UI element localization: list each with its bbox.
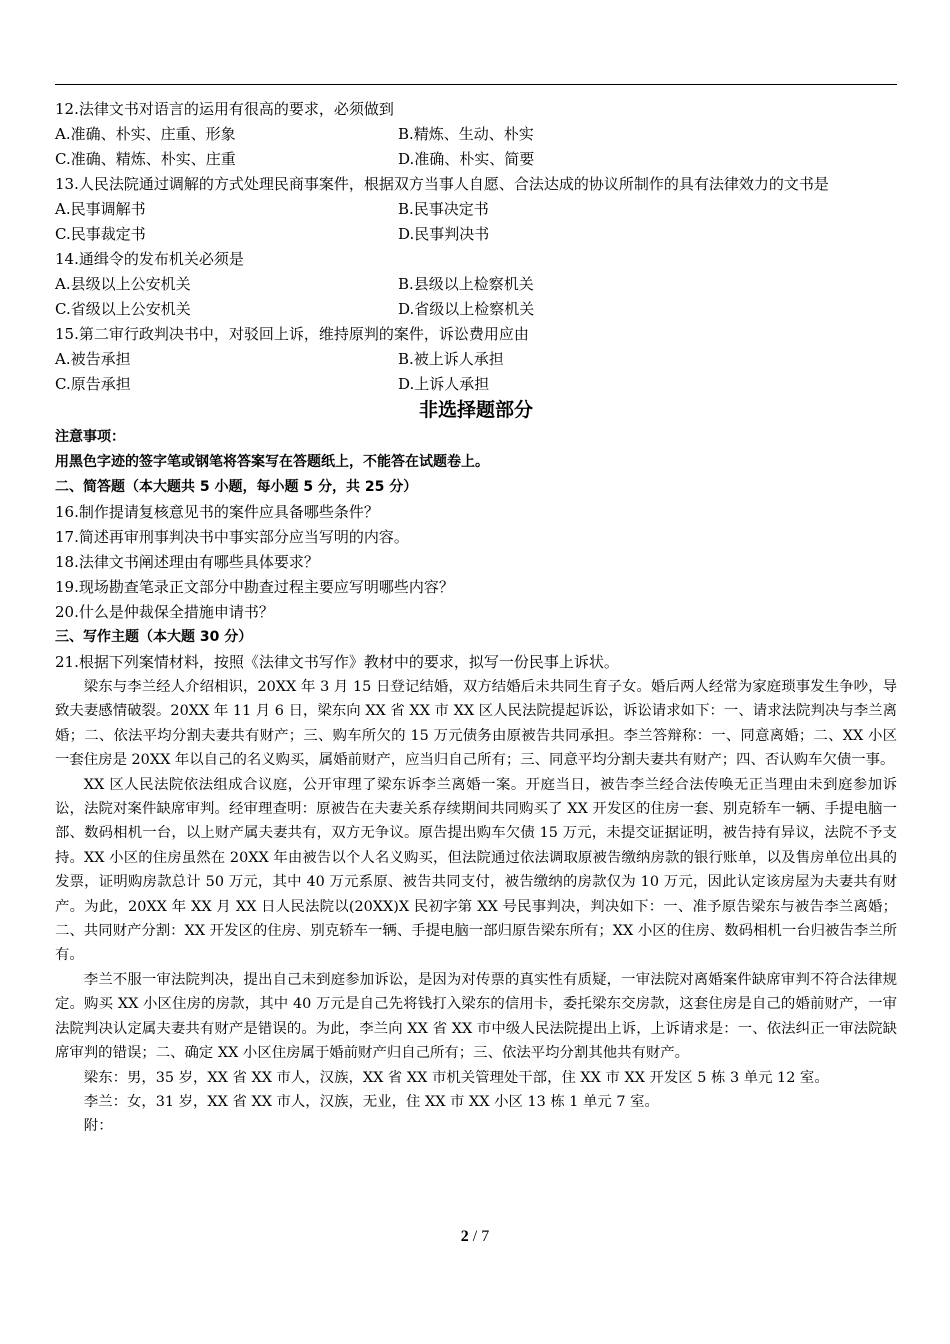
part2-title: 二、简答题（本大题共 5 小题，每小题 5 分，共 25 分） <box>55 479 418 495</box>
party-line: 梁东：男，35 岁，XX 省 XX 市人，汉族，XX 省 XX 市机关管理处干部，住 XX 市 XX 开发区 5 栋 3 单元 12 室。 <box>83 1069 829 1086</box>
option-d: D.上诉人承担 <box>398 375 490 393</box>
option-b: B.县级以上检察机关 <box>398 275 534 293</box>
short-question: 17.简述再审刑事判决书中事实部分应当写明的内容。 <box>55 528 409 546</box>
question-stem: 12.法律文书对语言的运用有很高的要求，必须做到 <box>55 100 394 118</box>
page-number <box>0 1228 950 1246</box>
option-c: C.民事裁定书 <box>55 225 146 243</box>
page-content <box>55 97 897 1139</box>
option-a: A.县级以上公安机关 <box>55 275 191 293</box>
option-row <box>55 372 897 397</box>
option-row <box>55 297 897 322</box>
short-question: 16.制作提请复核意见书的案件应具备哪些条件？ <box>55 503 379 521</box>
section-title: 非选择题部分 <box>418 399 533 421</box>
case-paragraph: 李兰不服一审法院判决，提出自己未到庭参加诉讼，是因为对传票的真实性有质疑，一审法院对离婚案件缺席审判不符合法律规定。购买 XX 小区住房的房款，其中 40 万元是自己先将钱打入梁东的信用卡，委托梁东交房款，这套住房是自己的婚前财产，一审法院判决认定属夫妻共有财产是错误的。为此，李兰向 XX 省 XX 市中级人民法院提出上诉，上诉请求是：一、依法纠正一审法院缺席审判的错误；二、确定 XX 小区住房属于婚前财产归自己所有；三、依法平均分割其他共有财产。 <box>55 971 897 1062</box>
option-a: A.准确、朴实、庄重、形象 <box>55 125 236 143</box>
page-separator: / <box>468 1228 482 1245</box>
option-b: B.被上诉人承担 <box>398 350 504 368</box>
page-total: 7 <box>481 1228 490 1245</box>
option-row <box>55 147 897 172</box>
option-c: C.原告承担 <box>55 375 131 393</box>
question-21-stem: 21.根据下列案情材料，按照《法律文书写作》教材中的要求，拟写一份民事上诉状。 <box>55 653 619 671</box>
option-row <box>55 272 897 297</box>
option-b: B.民事决定书 <box>398 200 489 218</box>
party-line: 李兰：女，31 岁，XX 省 XX 市人，汉族，无业，住 XX 市 XX 小区 13 栋 1 单元 7 室。 <box>83 1093 659 1110</box>
option-d: D.民事判决书 <box>398 225 490 243</box>
notice-text: 用黑色字迹的签字笔或钢笔将答案写在答题纸上，不能答在试题卷上。 <box>55 454 489 470</box>
short-question: 20.什么是仲裁保全措施申请书？ <box>55 603 274 621</box>
option-row <box>55 347 897 372</box>
attachment-line: 附： <box>83 1118 113 1135</box>
case-paragraph: 梁东与李兰经人介绍相识，20XX 年 3 月 15 日登记结婚，双方结婚后未共同生育子女。婚后两人经常为家庭琐事发生争吵，导致夫妻感情破裂。20XX 年 11 月 6 日，梁东向 XX 省 XX 市 XX 区人民法院提起诉讼，诉讼请求如下：一、请求法院判决与李兰离婚；二、依法平均分割夫妻共有财产；三、购车所欠的 15 万元债务由原被告共同承担。李兰答辩称：一、同意离婚；二、XX 小区一套住房是 20XX 年以自己的名义购买，属婚前财产，应当归自己所有；三、同意平均分割夫妻共有财产；四、否认购车欠债一事。 <box>55 679 897 769</box>
short-question: 19.现场勘查笔录正文部分中勘查过程主要应写明哪些内容？ <box>55 578 454 596</box>
option-row <box>55 197 897 222</box>
question-stem: 15.第二审行政判决书中，对驳回上诉，维持原判的案件，诉讼费用应由 <box>55 325 529 343</box>
question-stem: 13.人民法院通过调解的方式处理民商事案件，根据双方当事人自愿、合法达成的协议所制作的具有法律效力的文书是 <box>55 175 829 193</box>
option-d: D.省级以上检察机关 <box>398 300 535 318</box>
option-c: C.省级以上公安机关 <box>55 300 191 318</box>
option-row <box>55 222 897 247</box>
option-b: B.精炼、生动、朴实 <box>398 125 534 143</box>
option-c: C.准确、精炼、朴实、庄重 <box>55 150 236 168</box>
header-rule <box>55 84 897 85</box>
page-current: 2 <box>460 1228 469 1245</box>
option-d: D.准确、朴实、简要 <box>398 150 535 168</box>
part3-title: 三、写作主题（本大题 30 分） <box>55 629 253 645</box>
option-row <box>55 122 897 147</box>
option-a: A.被告承担 <box>55 350 131 368</box>
question-stem: 14.通缉令的发布机关必须是 <box>55 250 244 268</box>
option-a: A.民事调解书 <box>55 200 146 218</box>
notice-title: 注意事项： <box>55 429 125 445</box>
short-question: 18.法律文书阐述理由有哪些具体要求？ <box>55 553 319 571</box>
case-paragraph: XX 区人民法院依法组成合议庭，公开审理了梁东诉李兰离婚一案。开庭当日，被告李兰经合法传唤无正当理由未到庭参加诉讼，法院对案件缺席审判。经审理查明：原被告在夫妻关系存续期间共同购买了 XX 开发区的住房一套、别克轿车一辆、手提电脑一部、数码相机一台，以上财产属夫妻共有，双方无争议。原告提出购车欠债 15 万元，未提交证据证明，被告持有异议，法院不予支持。XX 小区的住房虽然在 20XX 年由被告以个人名义购买，但法院通过依法调取原被告缴纳房款的银行账单，以及售房单位出具的发票，证明购房款总计 50 万元，其中 40 万元系原、被告共同支付，被告缴纳的房款仅为 10 万元，因此认定该房屋为夫妻共有财产。为此，20XX 年 XX 月 XX 日人民法院以(20XX)X 民初字第 XX 号民事判决，判决如下：一、准予原告梁东与被告李兰离婚；二、共同财产分割：XX 开发区的住房、别克轿车一辆、手提电脑一部归原告梁东所有；XX 小区的住房、数码相机一台归被告李兰所有。 <box>55 776 897 964</box>
